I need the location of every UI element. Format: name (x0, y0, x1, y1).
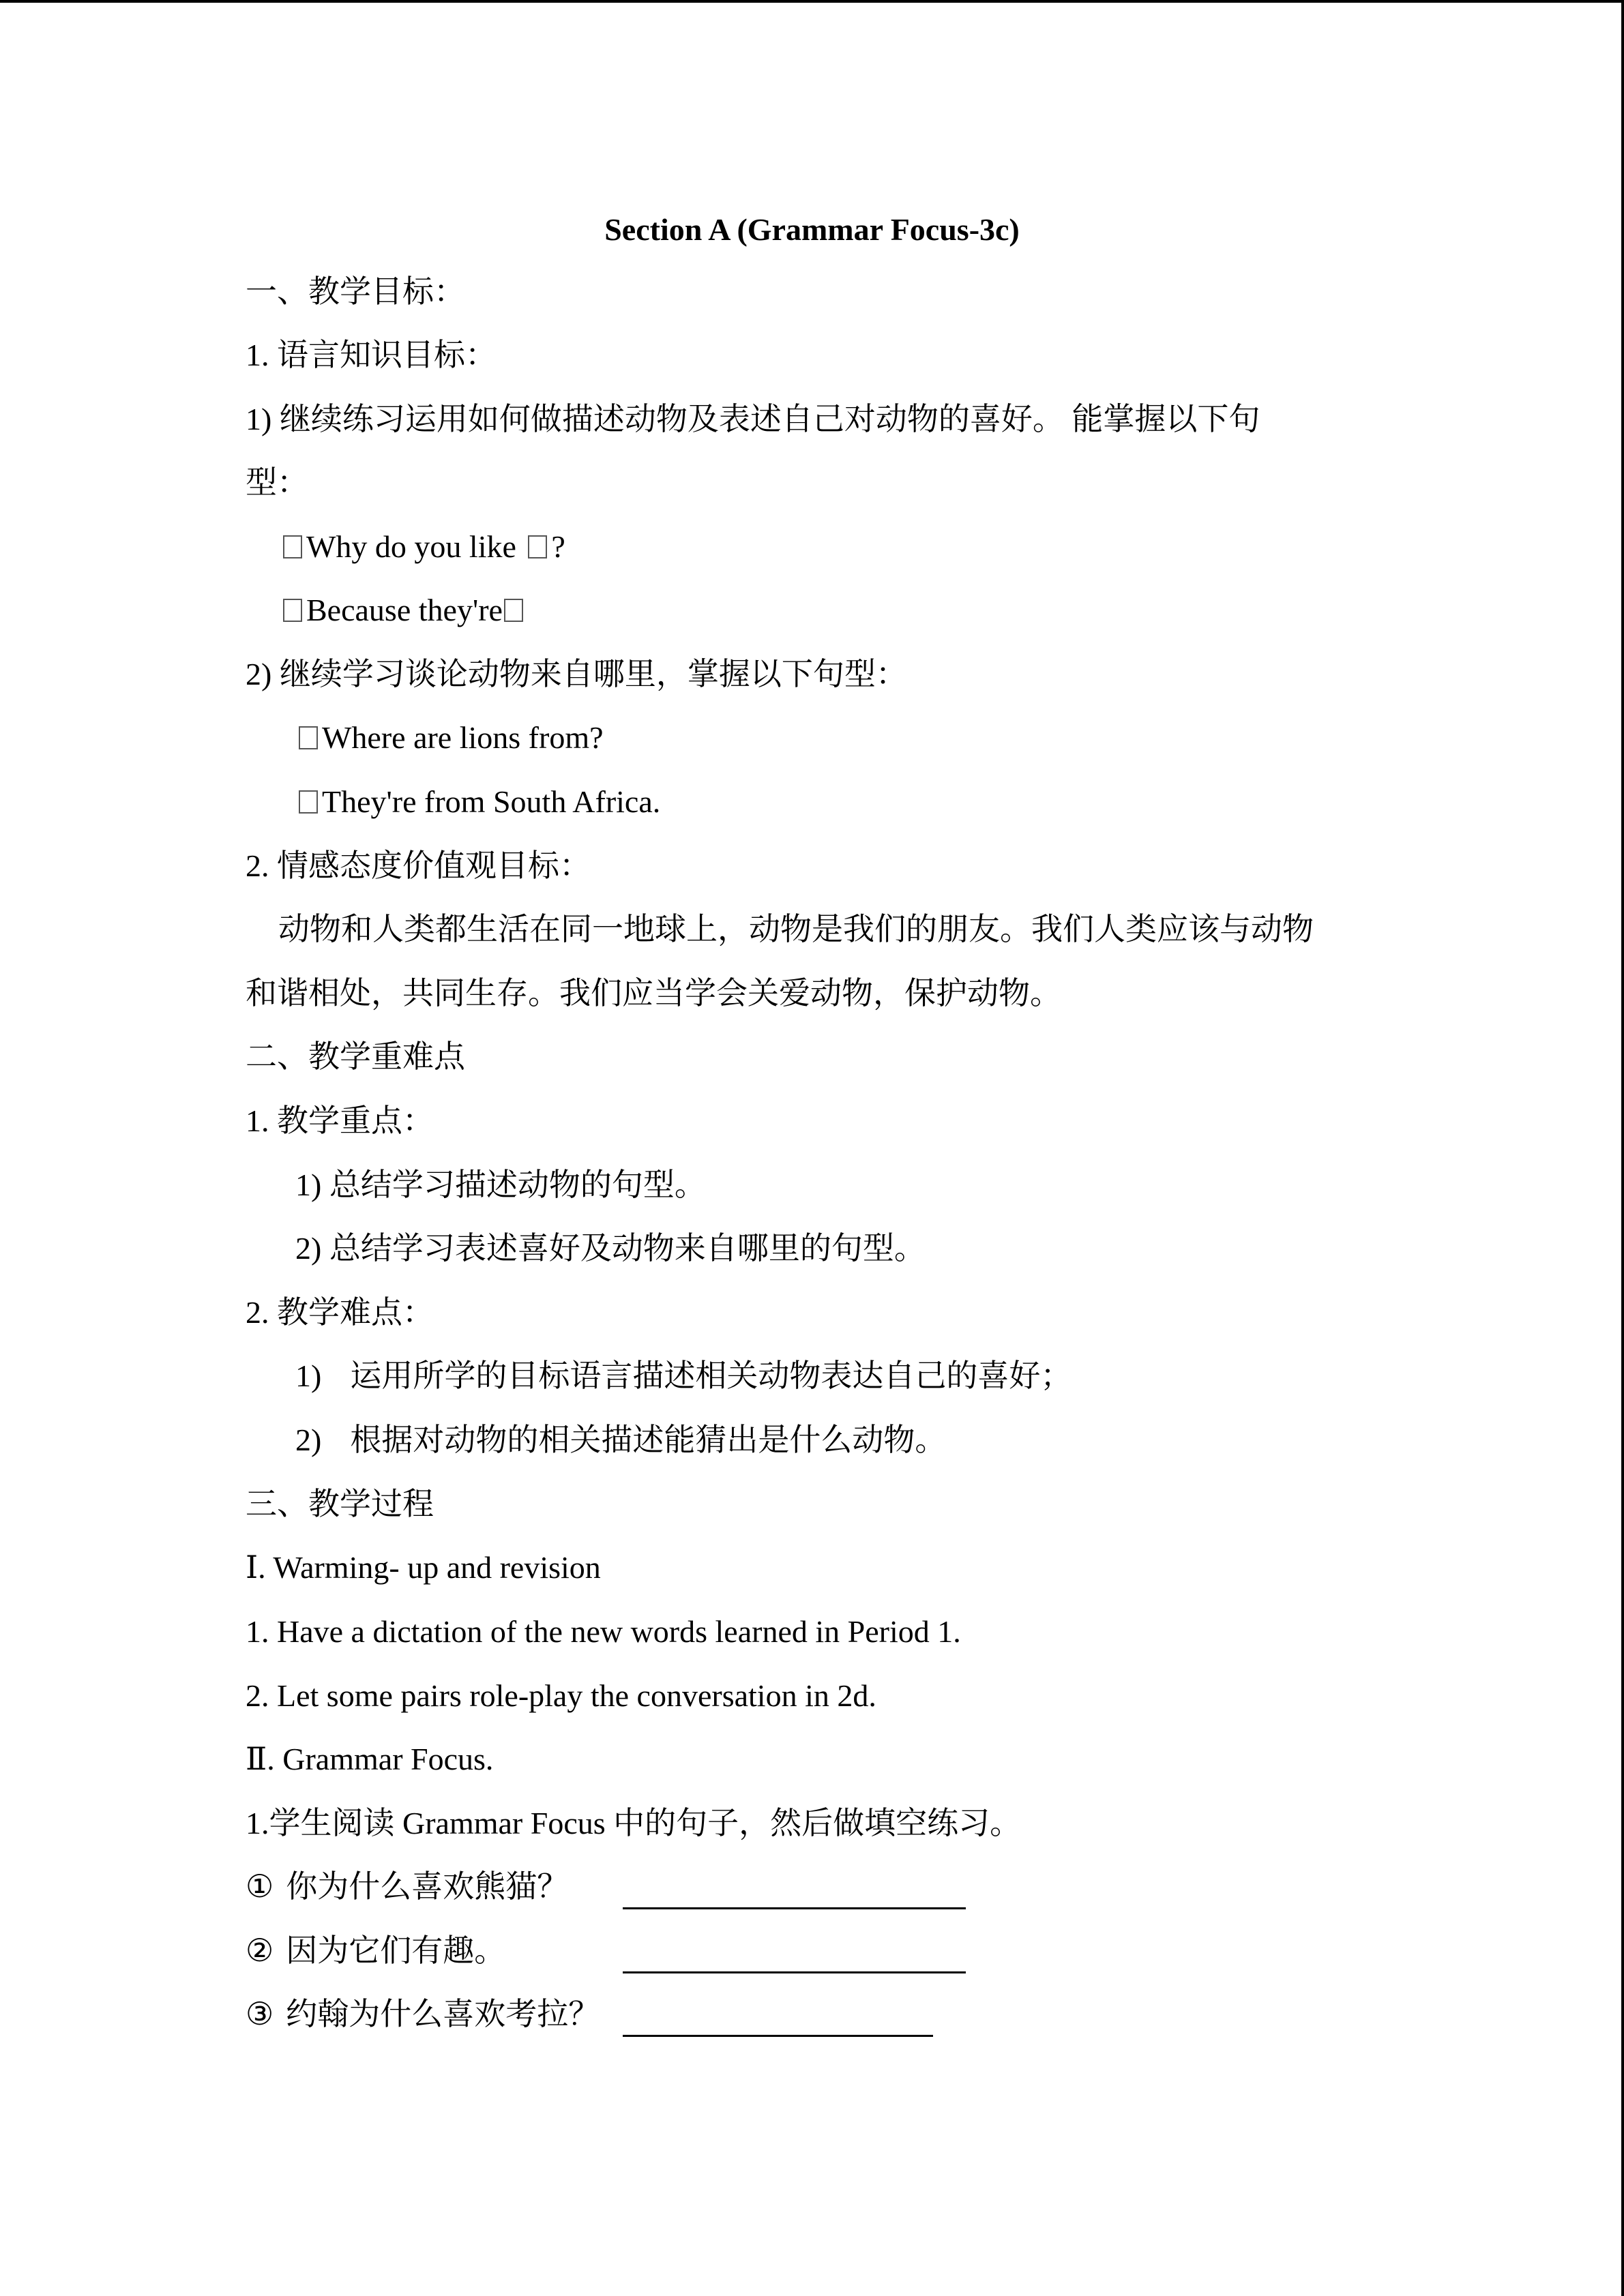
answer-blank-3[interactable] (623, 2008, 933, 2037)
subheading-teaching-focus: 1. 教学重点： (246, 1103, 434, 1138)
page-top-border (0, 0, 1624, 3)
checkbox-glyph (504, 599, 523, 622)
heading-key-points: 二、教学重难点 (246, 1039, 465, 1074)
answer-blank-2[interactable] (623, 1944, 966, 1973)
step-warming-up: Ⅰ. Warming- up and revision (246, 1550, 601, 1585)
focus-item-1: 1) 总结学习描述动物的句型。 (295, 1167, 706, 1202)
step-warming-up-item-2: 2. Let some pairs role-play the conversation in 2d. (246, 1678, 876, 1713)
heading-teaching-process: 三、教学过程 (246, 1487, 434, 1521)
checkbox-glyph (528, 535, 547, 558)
step-warming-up-item-1: 1. Have a dictation of the new words learned in Period 1. (246, 1614, 961, 1649)
emotional-goals-line-2: 和谐相处，共同生存。我们应当学会关爱动物，保护动物。 (246, 976, 1061, 1011)
document-title: Section A (Grammar Focus-3c) (604, 212, 1020, 247)
checkbox-glyph (299, 726, 318, 749)
example-sentence-because: Because they're (283, 590, 527, 631)
objective-2: 2) 继续学习谈论动物来自哪里，掌握以下句型： (246, 657, 907, 691)
subheading-teaching-difficulty: 2. 教学难点： (246, 1295, 434, 1330)
subheading-emotional-goals: 2. 情感态度价值观目标： (246, 848, 591, 883)
difficulty-item-1: 1) 运用所学的目标语言描述相关动物表达自己的喜好； (295, 1358, 1072, 1393)
example-sentence-why: Why do you like ? (283, 526, 565, 567)
difficulty-item-2: 2) 根据对动物的相关描述能猜出是什么动物。 (295, 1422, 947, 1457)
example-sentence-where: Where are lions from? (299, 717, 604, 758)
emotional-goals-line-1: 动物和人类都生活在同一地球上，动物是我们的朋友。我们人类应该与动物 (278, 912, 1314, 946)
exercise-question-1: ① 你为什么喜欢熊猫？ (246, 1869, 569, 1904)
exercise-question-2: ② 因为它们有趣。 (246, 1933, 506, 1968)
answer-blank-1[interactable] (623, 1880, 966, 1909)
example-sentence-from: They're from South Africa. (299, 781, 660, 822)
checkbox-glyph (299, 790, 318, 814)
objective-1-line-2: 型： (246, 465, 308, 500)
step-grammar-focus-item-1: 1.学生阅读 Grammar Focus 中的句子，然后做填空练习。 (246, 1806, 1022, 1840)
heading-teaching-objectives: 一、教学目标： (246, 274, 465, 309)
focus-item-2: 2) 总结学习表述喜好及动物来自哪里的句型。 (295, 1231, 926, 1266)
objective-1-line-1: 1) 继续练习运用如何做描述动物及表述自己对动物的喜好。 能掌握以下句 (246, 402, 1260, 436)
exercise-question-3: ③ 约翰为什么喜欢考拉？ (246, 1997, 600, 2031)
checkbox-glyph (283, 599, 302, 622)
subheading-language-knowledge: 1. 语言知识目标： (246, 338, 497, 372)
page-right-border (1621, 0, 1624, 2296)
checkbox-glyph (283, 535, 302, 558)
step-grammar-focus: Ⅱ. Grammar Focus. (246, 1742, 494, 1776)
